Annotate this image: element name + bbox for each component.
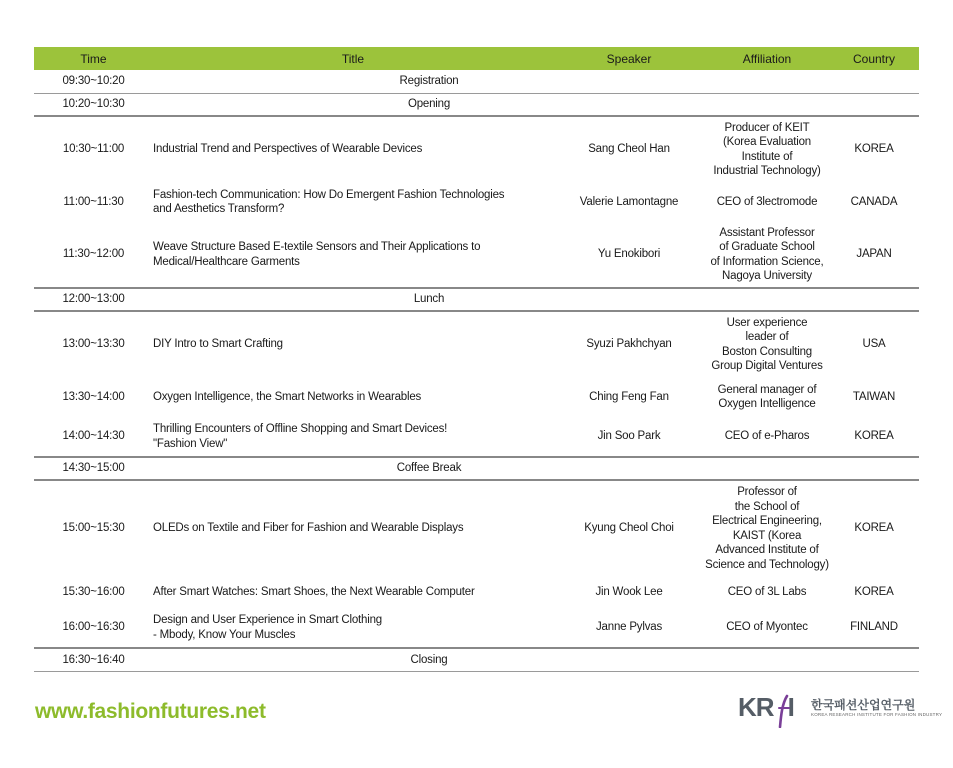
title-line: Weave Structure Based E-textile Sensors and Their Applications to [153, 241, 481, 253]
affiliation-line: Oxygen Intelligence [718, 398, 816, 410]
title-line: OLEDs on Textile and Fiber for Fashion and Wearable Displays [153, 522, 464, 535]
country-cell: KOREA [854, 522, 894, 535]
empty-cell [829, 93, 919, 116]
title-line: "Fashion View" [153, 437, 228, 450]
affiliation-cell [705, 480, 829, 576]
speaker-cell: Jin Wook Lee [595, 585, 663, 598]
break-label: Registration [153, 70, 705, 93]
table-row-break [34, 648, 919, 671]
table-row-session [34, 311, 919, 377]
title-line: Industrial Trend and Perspectives of Wearable Devices [153, 143, 423, 156]
speaker-cell: Kyung Cheol Choi [584, 522, 674, 535]
empty-cell [705, 93, 829, 116]
empty-cell [705, 648, 829, 671]
time-cell: 16:30~16:40 [34, 648, 153, 671]
affiliation-line: General manager of [717, 383, 817, 396]
time-cell: 13:00~13:30 [62, 338, 125, 351]
empty-cell [829, 457, 919, 480]
empty-cell [705, 288, 829, 311]
affiliation-line: Institute of [741, 150, 793, 163]
affiliation-line: Science and Technology) [705, 558, 829, 571]
title-cell [153, 182, 553, 222]
time-cell: 14:00~14:30 [34, 417, 153, 457]
header-affiliation: Affiliation [705, 47, 829, 70]
break-label: Closing [153, 648, 705, 671]
affiliation-line: Electrical Engineering, [712, 515, 822, 527]
title-line: Thrilling Encounters of Offline Shopping and Smart Devices! [153, 423, 448, 435]
affiliation-line: Assistant Professor [719, 226, 815, 239]
time-cell: 11:30~12:00 [34, 222, 153, 288]
affiliation-cell [705, 377, 829, 417]
schedule-body [34, 70, 919, 671]
empty-cell [705, 457, 829, 480]
time-cell: 10:20~10:30 [34, 93, 153, 116]
title-line: Medical/Healthcare Garments [153, 255, 300, 268]
country-cell: CANADA [850, 195, 898, 208]
affiliation-line: CEO of 3lectromode [716, 195, 818, 208]
title-cell [153, 417, 553, 457]
affiliation-line: CEO of 3L Labs [727, 585, 807, 598]
affiliation-line: (Korea Evaluation [722, 136, 812, 148]
title-cell [153, 480, 553, 576]
title-line: After Smart Watches: Smart Shoes, the Next Wearable Computer [153, 585, 475, 598]
website-url: www.fashionfutures.net [35, 700, 266, 723]
table-row-break [34, 288, 919, 311]
affiliation-line: Advanced Institute of [715, 544, 819, 556]
break-label: Lunch [153, 288, 705, 311]
logo-slash-icon [778, 694, 790, 728]
affiliation-cell [705, 417, 829, 457]
country-cell: KOREA [829, 417, 919, 457]
logo-wordmark: KR I [738, 692, 794, 722]
time-cell: 15:00~15:30 [62, 522, 125, 535]
time-cell: 13:30~14:00 [62, 390, 125, 403]
speaker-cell: Janne Pylvas [553, 608, 705, 648]
title-line: - Mbody, Know Your Muscles [153, 628, 296, 641]
time-cell: 12:00~13:00 [34, 288, 153, 311]
header-title: Title [153, 47, 553, 70]
affiliation-cell [705, 222, 829, 288]
title-line: Design and User Experience in Smart Clothing [153, 614, 382, 626]
empty-cell [829, 648, 919, 671]
table-row-break [34, 93, 919, 116]
country-cell: USA [862, 338, 886, 351]
affiliation-cell [705, 116, 829, 182]
title-line: DIY Intro to Smart Crafting [153, 338, 283, 351]
time-cell: 10:30~11:00 [62, 143, 125, 156]
affiliation-line: Professor of [737, 486, 797, 498]
title-line: Fashion-tech Communication: How Do Emergent Fashion Technologies [153, 188, 505, 201]
country-cell: JAPAN [829, 222, 919, 288]
speaker-cell: Valerie Lamontagne [579, 195, 679, 208]
affiliation-line: Group Digital Ventures [711, 360, 823, 372]
speaker-cell: Ching Feng Fan [589, 390, 669, 403]
affiliation-line: the School of [734, 500, 800, 513]
affiliation-cell [705, 576, 829, 608]
title-cell [153, 576, 553, 608]
table-row-session [34, 576, 919, 608]
table-row-session [34, 182, 919, 222]
affiliation-line: Industrial Technology) [713, 165, 821, 177]
speaker-cell: Syuzi Pakhchyan [586, 338, 672, 351]
affiliation-line: CEO of Myontec [726, 621, 808, 634]
country-cell: FINLAND [829, 608, 919, 648]
speaker-cell: Sang Cheol Han [588, 143, 670, 156]
affiliation-line: Producer of KEIT [724, 121, 810, 134]
time-cell: 09:30~10:20 [34, 70, 153, 93]
break-label: Opening [153, 93, 705, 116]
affiliation-line: Boston Consulting [722, 345, 812, 358]
logo-korean-name: 한국패션산업연구원 [811, 698, 916, 712]
table-row-session [34, 377, 919, 417]
time-cell: 11:00~11:30 [63, 195, 124, 208]
header-speaker: Speaker [553, 47, 705, 70]
title-cell [153, 222, 553, 288]
krifi-logo [738, 692, 943, 732]
title-cell [153, 116, 553, 182]
table-row-session [34, 116, 919, 182]
title-cell [153, 311, 553, 377]
speaker-cell: Jin Soo Park [553, 417, 705, 457]
title-line: and Aesthetics Transform? [153, 203, 285, 215]
schedule-table [34, 47, 919, 672]
affiliation-line: of Graduate School [719, 241, 815, 253]
affiliation-cell [705, 311, 829, 377]
title-cell [153, 377, 553, 417]
affiliation-line: User experience [726, 316, 808, 329]
speaker-cell: Yu Enokibori [553, 222, 705, 288]
country-cell: KOREA [854, 585, 894, 598]
empty-cell [829, 288, 919, 311]
table-row-break [34, 457, 919, 480]
title-line: Oxygen Intelligence, the Smart Networks in Wearables [153, 390, 422, 403]
table-row-break [34, 70, 919, 93]
affiliation-line: CEO of e-Pharos [724, 430, 810, 443]
time-cell: 15:30~16:00 [62, 585, 125, 598]
empty-cell [705, 70, 829, 93]
header-country: Country [829, 47, 919, 70]
table-row-session [34, 608, 919, 648]
header-time: Time [34, 47, 153, 70]
table-row-session [34, 417, 919, 457]
affiliation-cell [705, 182, 829, 222]
break-label: Coffee Break [153, 457, 705, 480]
affiliation-line: Nagoya University [722, 270, 812, 282]
table-row-session [34, 222, 919, 288]
country-cell: KOREA [854, 143, 894, 156]
affiliation-line: of Information Science, [710, 255, 824, 268]
time-cell: 14:30~15:00 [34, 457, 153, 480]
affiliation-line: leader of [745, 331, 789, 343]
title-cell [153, 608, 553, 648]
logo-english-name: KOREA RESEARCH INSTITUTE FOR FASHION INDUSTRY [811, 712, 943, 717]
time-cell: 16:00~16:30 [34, 608, 153, 648]
empty-cell [829, 70, 919, 93]
country-cell: TAIWAN [852, 390, 896, 403]
affiliation-cell [705, 608, 829, 648]
affiliation-line: KAIST (Korea [732, 529, 802, 542]
table-header-row [34, 47, 919, 70]
table-row-session [34, 480, 919, 576]
